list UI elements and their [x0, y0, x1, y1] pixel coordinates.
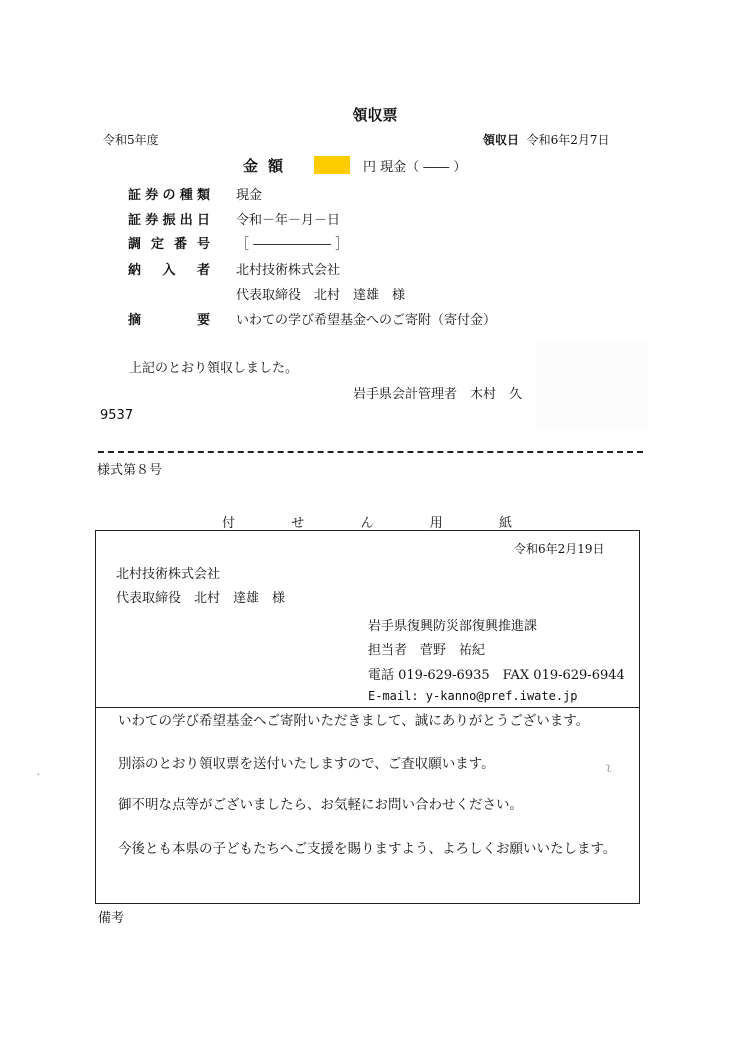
label-char: 種 [179, 188, 193, 203]
accounting-officer: 岩手県会計管理者 木村 久 [353, 387, 523, 402]
label-char: 定 [150, 237, 164, 252]
receipt-statement: 上記のとおり領収しました。 [129, 361, 299, 376]
fiscal-year: 令和5年度 [103, 133, 159, 147]
amount-suffix: 円 現金（ ―― ） [363, 160, 467, 175]
label-char: 納 [128, 263, 142, 278]
receipt-field-label [128, 209, 210, 228]
receipt-field-value: 代表取締役 北村 達雄 様 [236, 288, 406, 303]
fusen-title-char: 付 [222, 516, 236, 531]
label-char: 出 [179, 213, 193, 228]
fusen-date: 令和6年2月19日 [514, 542, 605, 556]
cut-line [98, 451, 643, 453]
label-char: 証 [128, 188, 142, 203]
label-char: 日 [196, 213, 210, 228]
sender-department: 岩手県復興防災部復興推進課 [368, 619, 538, 634]
receipt-field-value: 現金 [236, 188, 263, 203]
amount-redaction [314, 156, 350, 174]
scan-speck: ˛ [36, 765, 41, 776]
label-char: 摘 [128, 313, 142, 328]
fusen-title-char: 紙 [498, 516, 512, 531]
receipt-field-value: いわての学び希望基金へのご寄附（寄付金） [236, 313, 497, 328]
form-number: 様式第８号 [97, 463, 163, 478]
message-paragraph: 今後とも本県の子どもたちへご支援を賜りますよう、よろしくお願いいたします。 [118, 841, 617, 857]
fusen-title [222, 512, 512, 531]
receipt-date [483, 131, 610, 148]
receipt-date-label: 領収日 [483, 133, 520, 147]
receipt-field-label [128, 309, 210, 328]
sender-person: 担当者 菅野 祐紀 [368, 643, 486, 658]
receipt-field-value: 令和－年－月－日 [236, 213, 341, 228]
recipient-person: 代表取締役 北村 達雄 様 [116, 591, 286, 606]
label-char: 要 [196, 313, 210, 328]
fusen-title-char: せ [291, 516, 305, 531]
label-char: 券 [145, 188, 159, 203]
receipt-field-label [128, 184, 210, 203]
label-char: の [162, 188, 176, 203]
sender-email: E-mail: y-kanno@pref.iwate.jp [368, 689, 578, 703]
message-paragraph: 御不明な点等がございましたら、お気軽にお問い合わせください。 [118, 797, 523, 813]
label-char: 者 [196, 263, 210, 278]
sender-phone: 電話 019-629-6935 FAX 019-629-6944 [368, 668, 625, 683]
recipient-company: 北村技術株式会社 [116, 567, 221, 582]
label-char: 調 [128, 237, 142, 252]
receipt-date-value: 令和6年2月7日 [526, 133, 610, 147]
label-char: 入 [162, 263, 176, 278]
message-paragraph: いわての学び希望基金へご寄附いただきまして、誠にありがとうございます。 [118, 713, 590, 729]
amount-label: 金額 [243, 157, 294, 175]
receipt-field-value: 北村技術株式会社 [236, 263, 341, 278]
scan-stain [536, 340, 648, 430]
receipt-field-label [128, 259, 210, 278]
label-char: 番 [173, 237, 187, 252]
scan-speck: ʅ [606, 762, 611, 773]
label-char: 証 [128, 213, 142, 228]
remarks-label: 備考 [98, 911, 125, 926]
fusen-title-char: 用 [429, 516, 443, 531]
fusen-divider [95, 707, 640, 708]
label-char: 類 [196, 188, 210, 203]
fusen-title-char: ん [360, 516, 374, 531]
label-char: 振 [162, 213, 176, 228]
message-paragraph: 別添のとおり領収票を送付いたしますので、ご査収願います。 [118, 756, 495, 772]
receipt-title: 領収票 [352, 106, 398, 124]
receipt-number: 9537 [100, 408, 134, 423]
label-char: 券 [145, 213, 159, 228]
receipt-field-label [128, 233, 210, 252]
receipt-field-value: ［ ―――――― ］ [236, 237, 349, 252]
label-char: 号 [196, 237, 210, 252]
